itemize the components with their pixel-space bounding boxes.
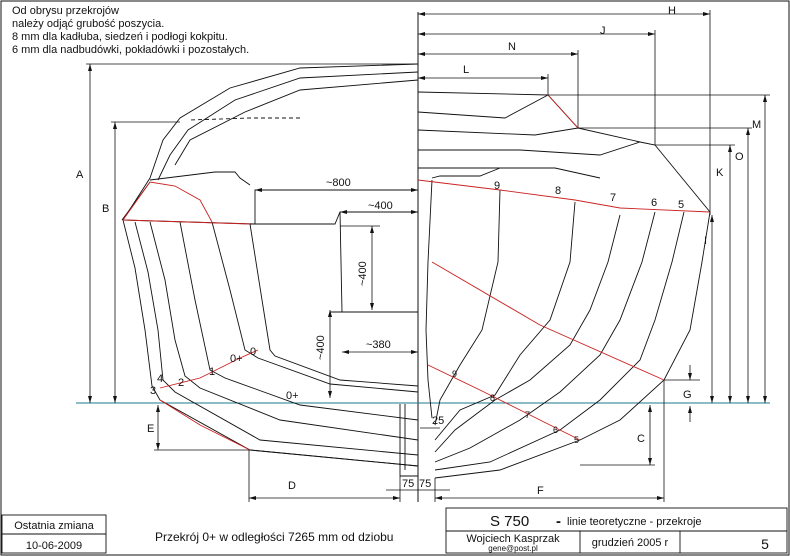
drawing-title: S 750: [490, 513, 530, 530]
sheet-number: 5: [761, 536, 769, 552]
section-label-0: 0: [250, 346, 257, 358]
section-label-0plus: 0+: [230, 353, 243, 365]
aft-sections: [122, 64, 418, 476]
note-line-2: należy odjąć grubość poszycia.: [12, 18, 165, 30]
dim-label-75-left: 75: [402, 478, 415, 490]
dim-label-C: C: [637, 433, 645, 445]
dim-label-J: J: [600, 25, 606, 37]
aft-diagonals: [123, 182, 258, 450]
dim-label-N: N: [508, 41, 516, 53]
section-label-1: 1: [209, 366, 216, 378]
dim-label-B: B: [102, 203, 110, 215]
section-label-7: 7: [610, 192, 617, 204]
sheet-border: [1, 1, 789, 555]
dim-label-400-horizontal: ~400: [368, 200, 393, 212]
dim-label-25: 25: [432, 415, 445, 427]
dim-label-800: ~800: [326, 177, 351, 189]
author-email: gene@post.pl: [488, 544, 538, 553]
dim-label-75-right: 75: [419, 478, 432, 490]
drawing-subtitle: linie teoretyczne - przekroje: [567, 516, 702, 528]
note-line-3: 8 mm dla kadłuba, siedzeń i podłogi kokpitu.: [12, 31, 228, 43]
section-label-3: 3: [150, 385, 157, 397]
forward-sections: [418, 92, 710, 478]
section-label-2: 2: [178, 377, 185, 389]
dim-label-M: M: [752, 119, 762, 131]
section-label-5: 5: [678, 199, 685, 211]
dim-label-A: A: [76, 169, 84, 181]
dim-label-H: H: [668, 5, 676, 17]
section-label-8-lower: 8: [490, 393, 496, 403]
section-label-6-lower: 6: [553, 425, 559, 435]
arrowheads: [88, 12, 767, 500]
section-caption: Przekrój 0+ w odległości 7265 mm od dziobu: [155, 530, 394, 544]
dim-label-K: K: [716, 167, 724, 179]
section-label-0plus-lower: 0+: [286, 390, 299, 402]
author-name: Wojciech Kasprzak: [466, 533, 560, 545]
dim-label-F: F: [537, 485, 544, 497]
title-dash: -: [556, 513, 561, 530]
section-label-8: 8: [555, 185, 562, 197]
title-block: [2, 508, 787, 553]
dim-label-L: L: [463, 64, 470, 76]
section-label-4: 4: [157, 373, 164, 385]
dim-label-I: I: [704, 235, 708, 247]
section-label-7-lower: 7: [525, 410, 531, 420]
section-label-5-lower: 5: [574, 435, 580, 445]
dim-label-380: ~380: [366, 339, 391, 351]
dim-label-G: G: [683, 389, 692, 401]
note-line-1: Od obrysu przekrojów: [12, 5, 119, 17]
dim-label-E: E: [147, 423, 155, 435]
dim-label-400-lower: ~400: [315, 335, 327, 360]
dim-label-400-vertical: ~400: [357, 261, 369, 286]
section-label-6: 6: [651, 197, 658, 209]
dim-label-D: D: [288, 480, 296, 492]
dim-label-O: O: [735, 151, 744, 163]
drawing-date: grudzień 2005 r: [591, 537, 669, 549]
last-change-label: Ostatnia zmiana: [14, 520, 94, 532]
note-line-4: 6 mm dla nadbudówki, pokładówki i pozostałych.: [12, 44, 250, 56]
section-label-9-lower: 9: [452, 369, 458, 379]
last-change-date: 10-06-2009: [25, 540, 83, 552]
section-label-9: 9: [494, 180, 501, 192]
